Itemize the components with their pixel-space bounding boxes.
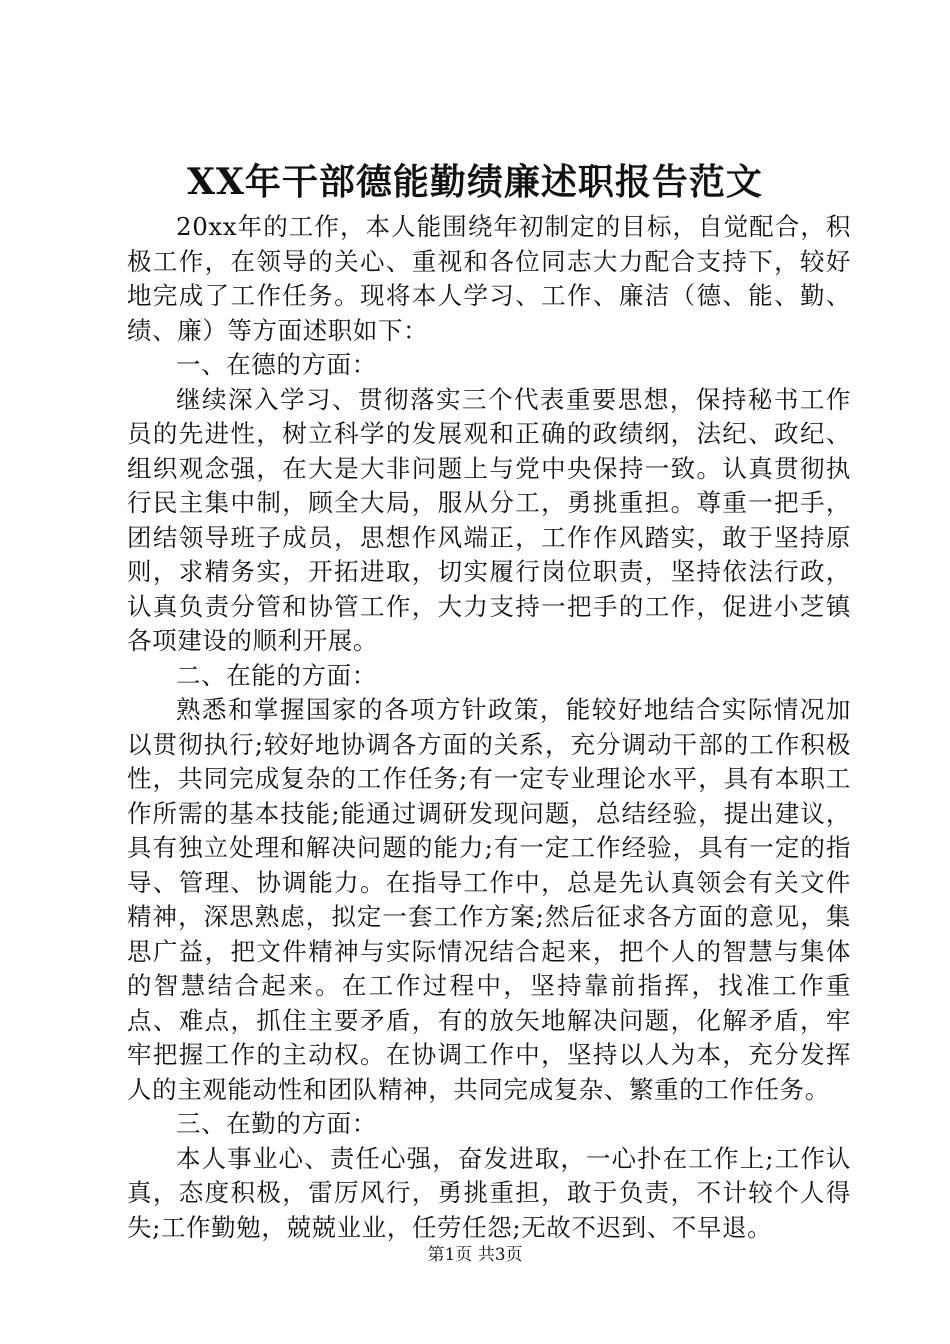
page-footer: 第1页 共3页 [427, 1245, 523, 1265]
section-heading-neng: 二、在能的方面： [176, 660, 377, 690]
section-heading-qin: 三、在勤的方面： [176, 1109, 377, 1138]
document-title: XX年干部德能勤绩廉述职报告范文 [187, 161, 763, 203]
section-paragraph-qin: 本人事业心、责任心强，奋发进取，一心扑在工作上;工作认真，态度积极，雷厉风行，勇挑重担，敢于负责，不计较个人得失;工作勤勉，兢兢业业，任劳任怨;无故不迟到、不早退。 [127, 1143, 851, 1242]
section-paragraph-de: 继续深入学习、贯彻落实三个代表重要思想，保持秘书工作员的先进性，树立科学的发展观和正确的政绩纲，法纪、政纪、组织观念强，在大是大非问题上与党中央保持一致。认真贯彻执行民主集中制，顾全大局，服从分工，勇挑重担。尊重一把手，团结领导班子成员，思想作风端正，工作作风踏实，敢于坚持原则，求精务实，开拓进取，切实履行岗位职责，坚持依法行政，认真负责分管和协管工作，大力支持一把手的工作，促进小芝镇各项建设的顺利开展。 [127, 384, 851, 655]
document-body [127, 210, 851, 1245]
intro-paragraph: 20xx年的工作，本人能围绕年初制定的目标，自觉配合，积极工作，在领导的关心、重视和各位同志大力配合支持下，较好地完成了工作任务。现将本人学习、工作、廉洁（德、能、勤、绩、廉）等方面述职如下： [127, 212, 851, 345]
section-paragraph-neng: 熟悉和掌握国家的各项方针政策，能较好地结合实际情况加以贯彻执行;较好地协调各方面的关系，充分调动干部的工作积极性，共同完成复杂的工作任务;有一定专业理论水平，具有本职工作所需的基本技能;能通过调研发现问题，总结经验，提出建议，具有独立处理和解决问题的能力;有一定工作经验，具有一定的指导、管理、协调能力。在指导工作中，总是先认真领会有关文件精神，深思熟虑，拟定一套工作方案;然后征求各方面的意见，集思广益，把文件精神与实际情况结合起来，把个人的智慧与集体的智慧结合起来。在工作过程中，坚持靠前指挥，找准工作重点、难点，抓住主要矛盾，有的放矢地解决问题，化解矛盾，牢牢把握工作的主动权。在协调工作中，坚持以人为本，充分发挥人的主观能动性和团队精神，共同完成复杂、繁重的工作任务。 [127, 695, 851, 1104]
section-heading-de: 一、在德的方面： [176, 350, 377, 379]
